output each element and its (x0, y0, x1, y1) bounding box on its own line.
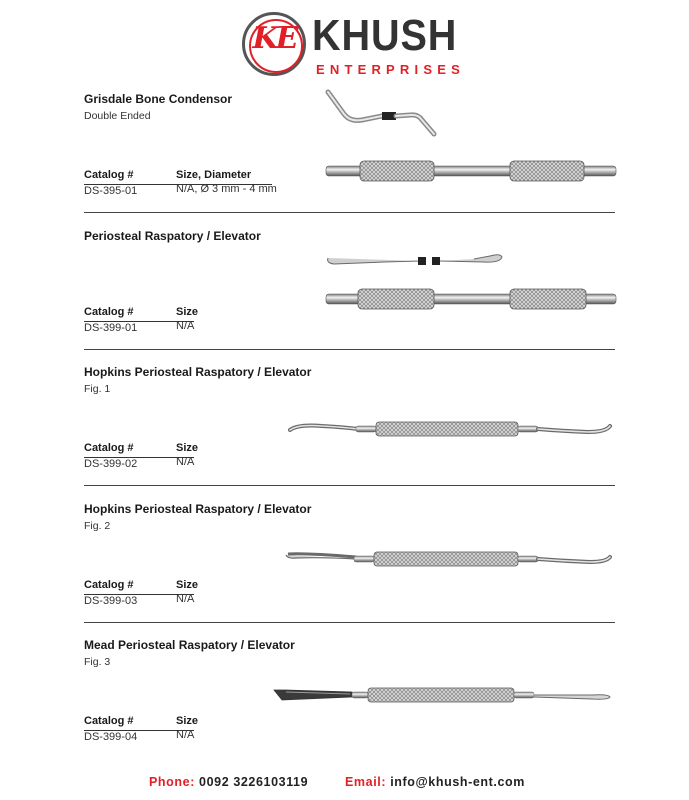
size-header: Size (176, 306, 199, 318)
product-subtitle: Fig. 3 (84, 656, 111, 668)
logo-tagline: ENTERPRISES (316, 62, 465, 77)
size-value: N/A (176, 456, 195, 468)
catalog-header: Catalog # (84, 579, 134, 591)
size-header: Size (176, 579, 199, 591)
catalog-number: DS-399-02 (84, 458, 138, 470)
catalog-number: DS-395-01 (84, 185, 138, 197)
catalog-number: DS-399-04 (84, 731, 138, 743)
product-subtitle: Double Ended (84, 110, 151, 122)
logo-monogram: KE (252, 21, 296, 56)
instrument-handle-image (326, 160, 616, 182)
instrument-tip-image (322, 88, 442, 138)
product-title: Mead Periosteal Raspatory / Elevator (84, 638, 295, 652)
size-value: N/A (176, 320, 195, 332)
phone-label: Phone: (149, 775, 195, 789)
catalog-header: Catalog # (84, 306, 134, 318)
catalog-header: Catalog # (84, 169, 134, 181)
company-logo (242, 8, 465, 78)
email-address[interactable]: info@khush-ent.com (390, 775, 525, 789)
instrument-image (272, 684, 614, 706)
section-divider (84, 349, 615, 350)
instrument-image (288, 418, 614, 440)
size-value: N/A, Ø 3 mm - 4 mm (176, 183, 277, 195)
instrument-handle-image (326, 288, 616, 310)
product-title: Hopkins Periosteal Raspatory / Elevator (84, 502, 312, 516)
size-value: N/A (176, 729, 195, 741)
product-subtitle: Fig. 2 (84, 520, 111, 532)
catalog-number: DS-399-01 (84, 322, 138, 334)
phone-contact (149, 775, 308, 789)
catalog-number: DS-399-03 (84, 595, 138, 607)
instrument-image (284, 548, 614, 570)
section-divider (84, 622, 615, 623)
size-header: Size (176, 715, 199, 727)
product-title: Periosteal Raspatory / Elevator (84, 229, 261, 243)
size-header: Size, Diameter (176, 169, 252, 181)
section-divider (84, 485, 615, 486)
catalog-header: Catalog # (84, 442, 134, 454)
product-subtitle: Fig. 1 (84, 383, 111, 395)
email-contact (345, 775, 525, 789)
email-label: Email: (345, 775, 387, 789)
section-divider (84, 212, 615, 213)
instrument-tip-image (324, 250, 506, 270)
size-value: N/A (176, 593, 195, 605)
catalog-header: Catalog # (84, 715, 134, 727)
product-title: Grisdale Bone Condensor (84, 92, 233, 106)
size-header: Size (176, 442, 199, 454)
phone-number[interactable]: 0092 3226103119 (199, 775, 309, 789)
logo-company-name: KHUSH (312, 11, 458, 60)
product-title: Hopkins Periosteal Raspatory / Elevator (84, 365, 312, 379)
